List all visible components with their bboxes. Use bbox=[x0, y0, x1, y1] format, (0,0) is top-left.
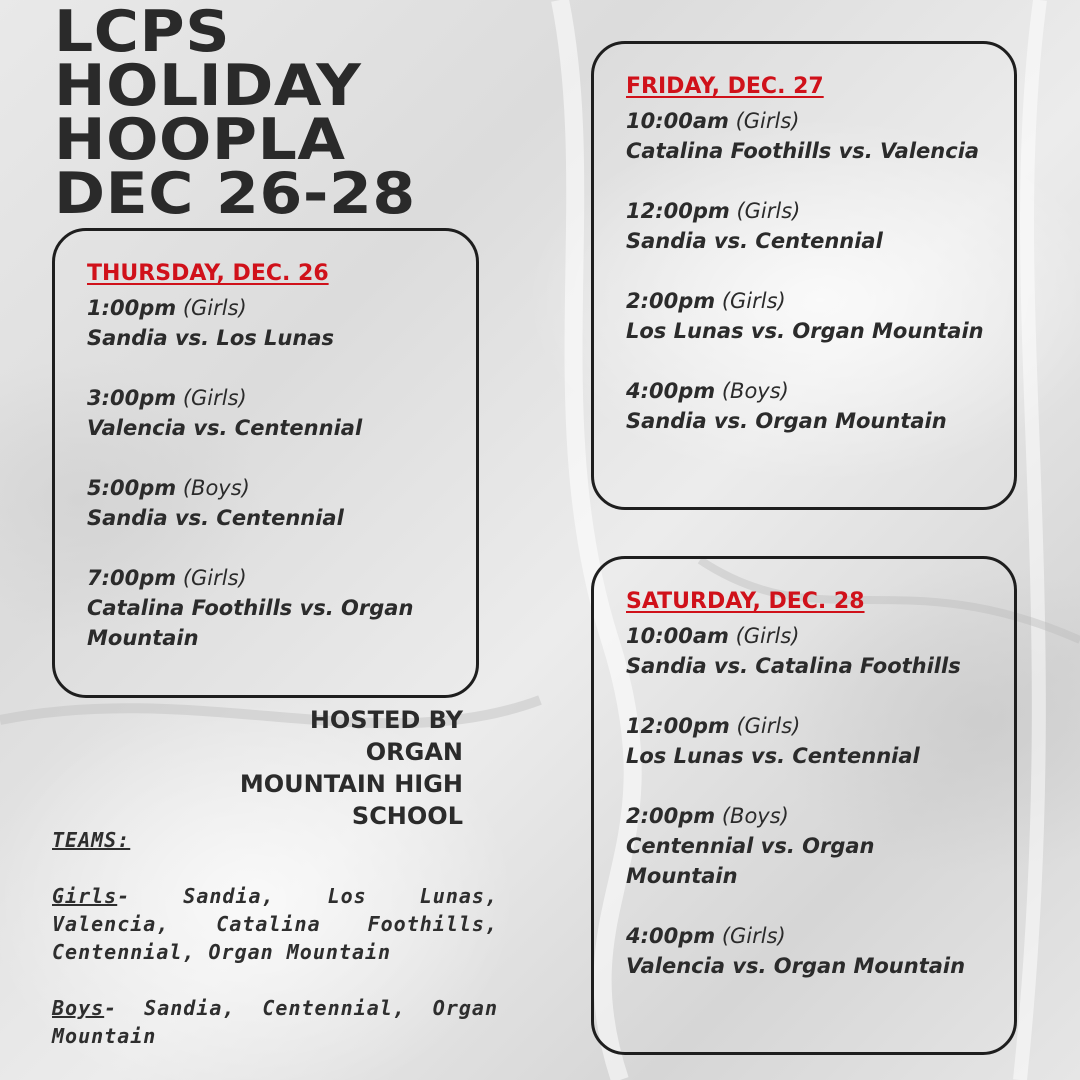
hosted-line: SCHOOL bbox=[351, 802, 463, 830]
game-time: 7:00pm bbox=[87, 566, 177, 590]
game-entry bbox=[87, 473, 462, 533]
girls-list: - Sandia, Los Lunas, Valencia, Catalina Foothills, Centennial, Organ Mountain bbox=[52, 884, 498, 964]
game-matchup: Sandia vs. Centennial bbox=[87, 506, 344, 530]
game-time: 1:00pm bbox=[87, 296, 177, 320]
game-entry bbox=[626, 286, 1000, 346]
game-entry bbox=[87, 293, 462, 353]
hosted-line: HOSTED BY bbox=[309, 706, 463, 734]
game-category: (Girls) bbox=[182, 566, 247, 590]
game-time: 12:00pm bbox=[626, 199, 730, 223]
game-category: (Boys) bbox=[182, 476, 250, 500]
game-category: (Girls) bbox=[182, 296, 247, 320]
game-matchup: Valencia vs. Organ Mountain bbox=[626, 954, 966, 978]
day-header: SATURDAY, DEC. 28 bbox=[626, 589, 865, 614]
game-time: 2:00pm bbox=[626, 804, 716, 828]
game-matchup: Sandia vs. Centennial bbox=[626, 229, 883, 253]
title-line: HOOPLA bbox=[54, 106, 346, 173]
game-category: (Girls) bbox=[736, 199, 801, 223]
teams-section bbox=[52, 826, 498, 1050]
game-time: 10:00am bbox=[626, 624, 729, 648]
teams-heading: TEAMS: bbox=[52, 828, 131, 852]
schedule-card-friday bbox=[591, 41, 1017, 510]
game-time: 4:00pm bbox=[626, 379, 716, 403]
game-category: (Girls) bbox=[182, 386, 247, 410]
game-matchup: Catalina Foothills vs. Valencia bbox=[626, 139, 980, 163]
game-matchup: Sandia vs. Organ Mountain bbox=[626, 409, 947, 433]
hosted-line: ORGAN bbox=[365, 738, 463, 766]
game-time: 5:00pm bbox=[87, 476, 177, 500]
day-header: THURSDAY, DEC. 26 bbox=[87, 261, 329, 286]
game-time: 3:00pm bbox=[87, 386, 177, 410]
game-entry bbox=[626, 376, 1000, 436]
hosted-line: MOUNTAIN HIGH bbox=[239, 770, 463, 798]
schedule-card-saturday bbox=[591, 556, 1017, 1055]
game-time: 10:00am bbox=[626, 109, 729, 133]
game-entry bbox=[626, 711, 1000, 771]
game-time: 12:00pm bbox=[626, 714, 730, 738]
boys-teams bbox=[52, 994, 498, 1050]
day-header: FRIDAY, DEC. 27 bbox=[626, 74, 824, 99]
boys-list: - Sandia, Centennial, Organ Mountain bbox=[52, 996, 498, 1048]
game-matchup: Los Lunas vs. Centennial bbox=[626, 744, 920, 768]
game-entry bbox=[626, 921, 1000, 981]
schedule-card-thursday bbox=[52, 228, 479, 698]
game-entry bbox=[626, 621, 1000, 681]
game-category: (Girls) bbox=[721, 924, 786, 948]
game-entry bbox=[626, 801, 940, 891]
title-line: HOLIDAY bbox=[54, 52, 362, 119]
game-category: (Girls) bbox=[736, 714, 801, 738]
game-time: 4:00pm bbox=[626, 924, 716, 948]
game-entry bbox=[626, 106, 1000, 166]
game-matchup: Catalina Foothills vs. Organ Mountain bbox=[87, 596, 414, 650]
girls-teams bbox=[52, 882, 498, 966]
game-time: 2:00pm bbox=[626, 289, 716, 313]
game-matchup: Sandia vs. Catalina Foothills bbox=[626, 654, 961, 678]
title-line: LCPS bbox=[54, 0, 231, 65]
page-title bbox=[54, 0, 416, 227]
boys-label: Boys bbox=[52, 996, 105, 1020]
game-matchup: Centennial vs. Organ Mountain bbox=[626, 834, 875, 888]
game-matchup: Los Lunas vs. Organ Mountain bbox=[626, 319, 984, 343]
hosted-by-text bbox=[163, 704, 463, 832]
game-matchup: Sandia vs. Los Lunas bbox=[87, 326, 335, 350]
game-matchup: Valencia vs. Centennial bbox=[87, 416, 363, 440]
game-entry bbox=[87, 563, 422, 653]
game-category: (Girls) bbox=[721, 289, 786, 313]
title-line: DEC 26-28 bbox=[54, 160, 416, 227]
game-entry bbox=[626, 196, 1000, 256]
game-category: (Boys) bbox=[721, 379, 789, 403]
game-entry bbox=[87, 383, 462, 443]
game-category: (Boys) bbox=[721, 804, 789, 828]
girls-label: Girls bbox=[52, 884, 118, 908]
game-category: (Girls) bbox=[735, 109, 800, 133]
game-category: (Girls) bbox=[735, 624, 800, 648]
